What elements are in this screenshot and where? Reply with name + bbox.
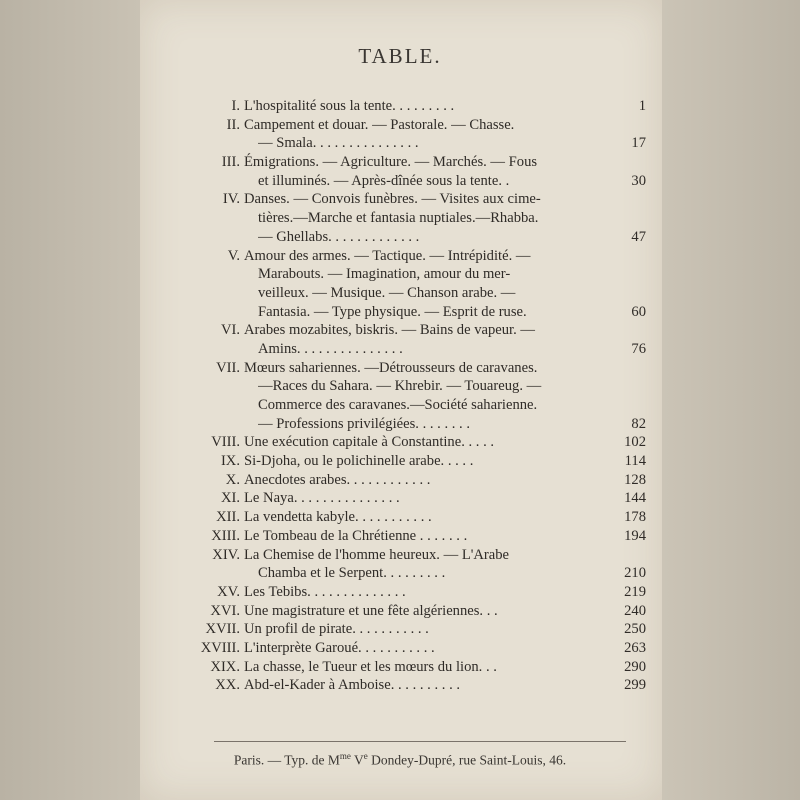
chapter-number: XVII.	[205, 621, 240, 638]
chapter-title-line: Anecdotes arabes. . . . . . . . . . . .	[244, 471, 431, 488]
chapter-number: XVI.	[210, 602, 240, 619]
chapter-number: VIII.	[211, 434, 240, 451]
chapter-title-line: La Chemise de l'homme heureux. — L'Arabe	[244, 546, 510, 563]
imprint-text-start: Paris. — Typ. de M	[233, 752, 340, 768]
page-number: 250	[624, 621, 646, 638]
toc-entry-line	[0, 602, 800, 621]
page-number: 210	[624, 565, 646, 582]
chapter-title-line: Une exécution capitale à Constantine. . . . .	[244, 434, 495, 451]
toc-entry-line	[0, 265, 800, 284]
chapter-title-line: et illuminés. — Après-dînée sous la tente. .	[258, 172, 510, 189]
chapter-title-line: — Ghellabs. . . . . . . . . . . . .	[258, 228, 420, 245]
toc-entry-line	[0, 527, 800, 546]
chapter-title-line: tières.—Marche et fantasia nuptiales.—Rhabba.	[258, 210, 539, 227]
toc-entry-line	[0, 321, 800, 340]
toc-entry-line	[0, 284, 800, 303]
chapter-number: XIII.	[211, 527, 240, 544]
page-number: 144	[624, 490, 646, 507]
toc-entry-line	[0, 359, 800, 378]
toc-entry-line	[0, 508, 800, 527]
chapter-number: XX.	[215, 677, 240, 694]
toc-entry-line	[0, 209, 800, 228]
imprint-superscript-me: me	[339, 751, 351, 761]
chapter-number: II.	[226, 116, 240, 133]
page-number: 194	[624, 527, 646, 544]
toc-entry-line	[0, 471, 800, 490]
toc-entry-line	[0, 452, 800, 471]
chapter-title-line: Si-Djoha, ou le polichinelle arabe. . . . .	[244, 453, 474, 470]
chapter-title-line: Commerce des caravanes.—Société saharienne.	[258, 397, 538, 413]
page-number: 17	[631, 135, 646, 152]
chapter-title-line: Chamba et le Serpent. . . . . . . . .	[258, 565, 446, 582]
chapter-title-line: La vendetta kabyle. . . . . . . . . . .	[244, 509, 432, 526]
chapter-title-line: L'interprète Garoué. . . . . . . . . . .	[244, 639, 435, 656]
chapter-number: X.	[225, 471, 240, 488]
page-number: 76	[631, 340, 646, 357]
toc-entry-line	[0, 377, 800, 396]
chapter-title-line: — Smala. . . . . . . . . . . . . . .	[258, 135, 419, 152]
chapter-title-line: Émigrations. — Agriculture. — Marchés. — Fous	[244, 154, 538, 171]
page-number: 128	[624, 471, 646, 488]
chapter-number: XIV.	[212, 546, 240, 563]
chapter-title-line: La chasse, le Tueur et les mœurs du lion. . .	[244, 658, 497, 675]
page-number: 60	[631, 303, 646, 320]
chapter-title-line: —Races du Sahara. — Khrebir. — Touareug. —	[258, 378, 542, 395]
chapter-title-line: Amour des armes. — Tactique. — Intrépidité. —	[244, 247, 531, 264]
chapter-number: XIX.	[210, 658, 240, 675]
footer-rule	[214, 741, 626, 742]
toc-entry-line	[0, 620, 800, 639]
toc-entry-line	[0, 172, 800, 191]
chapter-title-line: Une magistrature et une fête algériennes. . .	[244, 602, 498, 619]
toc-entry-line	[0, 658, 800, 677]
page-number: 240	[624, 602, 646, 619]
chapter-title-line: L'hospitalité sous la tente. . . . . . . . .	[244, 98, 455, 114]
chapter-number: XI.	[220, 490, 240, 507]
page-number: 47	[631, 228, 646, 245]
page-number: 219	[624, 583, 646, 600]
chapter-title-line: Les Tebibs. . . . . . . . . . . . . .	[244, 583, 406, 600]
chapter-number: III.	[221, 154, 240, 171]
toc-entry-line	[0, 247, 800, 266]
chapter-number: IX.	[220, 453, 240, 470]
chapter-title-line: Mœurs sahariennes. —Détrousseurs de caravanes.	[244, 359, 538, 376]
page-title: TABLE.	[358, 44, 442, 68]
toc-entry-line	[0, 489, 800, 508]
chapter-title-line: Un profil de pirate. . . . . . . . . . .	[244, 621, 429, 638]
page-number: 102	[624, 434, 646, 451]
toc-entry-line	[0, 396, 800, 415]
toc-entry-line	[0, 415, 800, 434]
chapter-title-line: Campement et douar. — Pastorale. — Chasse.	[244, 116, 515, 133]
chapter-title-line: Fantasia. — Type physique. — Esprit de ruse.	[258, 303, 527, 320]
imprint-text-end: Dondey-Dupré, rue Saint-Louis, 46.	[367, 752, 567, 768]
chapter-title-line: Danses. — Convois funèbres. — Visites aux cime-	[244, 191, 541, 208]
toc-entry-line	[0, 676, 800, 695]
chapter-number: V.	[227, 247, 240, 264]
page-number: 30	[631, 172, 646, 189]
toc-entry-line	[0, 228, 800, 247]
page-number: 290	[624, 658, 646, 675]
page-number: 178	[624, 509, 646, 526]
page-number: 263	[624, 639, 646, 656]
toc-entry-line	[0, 564, 800, 583]
toc-entry-line	[0, 153, 800, 172]
toc-entry-line	[0, 116, 800, 135]
imprint-text-mid: V	[350, 752, 364, 768]
toc-entry-line	[0, 190, 800, 209]
toc-entry-line	[0, 583, 800, 602]
chapter-title-line: Arabes mozabites, biskris. — Bains de vapeur. —	[244, 322, 536, 339]
chapter-number: I.	[231, 98, 240, 114]
chapter-number: XII.	[216, 509, 240, 526]
chapter-title-line: Marabouts. — Imagination, amour du mer-	[258, 266, 511, 283]
chapter-title-line: Abd-el-Kader à Amboise. . . . . . . . . .	[244, 677, 461, 694]
toc-entry-line	[0, 340, 800, 359]
chapter-number: IV.	[222, 191, 240, 208]
toc-entry-line	[0, 546, 800, 565]
toc-entry-line	[0, 303, 800, 322]
page-number: 299	[624, 677, 646, 694]
chapter-title-line: veilleux. — Musique. — Chanson arabe. —	[258, 284, 516, 301]
printer-imprint	[0, 751, 800, 769]
table-of-contents	[0, 97, 800, 695]
toc-entry-line	[0, 134, 800, 153]
chapter-number: XV.	[217, 583, 240, 600]
chapter-number: XVIII.	[200, 639, 240, 656]
chapter-title-line: — Professions privilégiées. . . . . . . .	[258, 415, 470, 432]
toc-entry-line	[0, 97, 800, 116]
page-number: 1	[638, 98, 646, 114]
chapter-title-line: Le Naya. . . . . . . . . . . . . . .	[244, 490, 400, 507]
imprint-superscript-e: e	[363, 751, 368, 761]
chapter-number: VI.	[220, 322, 240, 339]
chapter-number: VII.	[216, 359, 240, 376]
page-number: 114	[624, 453, 646, 470]
page-number: 82	[631, 415, 646, 432]
toc-entry-line	[0, 639, 800, 658]
chapter-title-line: Amins. . . . . . . . . . . . . . .	[258, 340, 403, 357]
toc-entry-line	[0, 433, 800, 452]
chapter-title-line: Le Tombeau de la Chrétienne . . . . . . .	[244, 527, 468, 544]
